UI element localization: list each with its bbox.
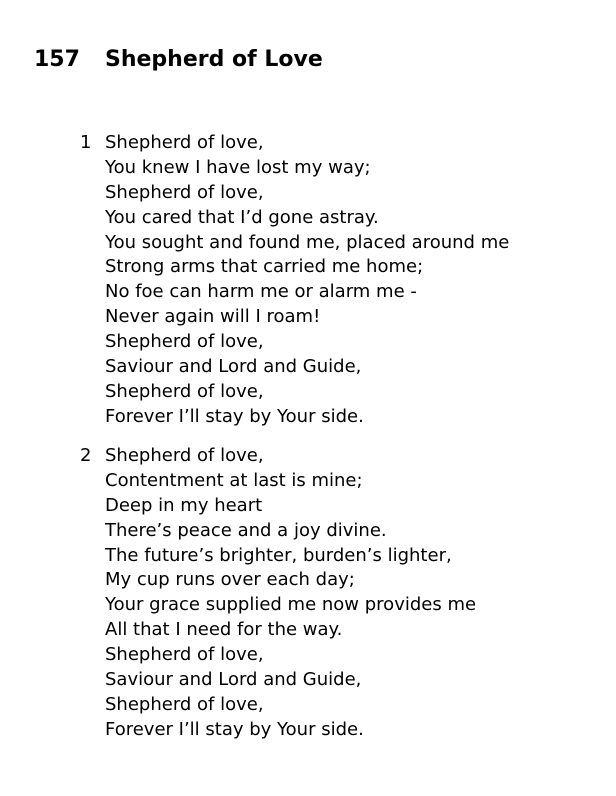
verse-line: Saviour and Lord and Guide, (105, 356, 362, 378)
verse-number: 2 (80, 445, 92, 466)
verse-line: My cup runs over each day; (105, 569, 355, 591)
verse-line: Shepherd of love, (105, 132, 264, 153)
verse-line: You sought and found me, placed around me (105, 231, 510, 253)
hymn-header (34, 45, 323, 75)
verse-lines (105, 444, 476, 743)
verse-lines (105, 131, 509, 430)
verse-number: 1 (80, 132, 92, 153)
verse-line: Shepherd of love, (105, 181, 264, 203)
verse-line: Contentment at last is mine; (105, 469, 363, 491)
verse-line: Strong arms that carried me home; (105, 256, 424, 278)
verse-line: There’s peace and a joy divine. (105, 519, 387, 541)
verse-line: All that I need for the way. (105, 619, 343, 641)
verse-line: You knew I have lost my way; (105, 156, 371, 178)
verse-line: Shepherd of love, (105, 331, 264, 353)
verse-line: No foe can harm me or alarm me - (105, 281, 417, 303)
verse-1 (80, 131, 509, 430)
verse-line: Shepherd of love, (105, 644, 264, 666)
verse-line: Your grace supplied me now provides me (105, 594, 477, 616)
verse-line: Shepherd of love, (105, 445, 264, 466)
hymn-number: 157 (34, 47, 80, 72)
verse-line: Saviour and Lord and Guide, (105, 669, 362, 691)
hymn-title: Shepherd of Love (105, 47, 323, 72)
verse-line: The future’s brighter, burden’s lighter, (105, 544, 452, 566)
verse-line: Forever I’ll stay by Your side. (105, 405, 364, 427)
verse-line: Shepherd of love, (105, 380, 264, 402)
verse-line: You cared that I’d gone astray. (105, 206, 379, 228)
verse-line: Never again will I roam! (105, 306, 321, 328)
verse-line: Shepherd of love, (105, 693, 264, 715)
verse-line: Deep in my heart (105, 494, 263, 516)
verse-line: Forever I’ll stay by Your side. (105, 718, 364, 740)
verse-2 (80, 444, 476, 743)
